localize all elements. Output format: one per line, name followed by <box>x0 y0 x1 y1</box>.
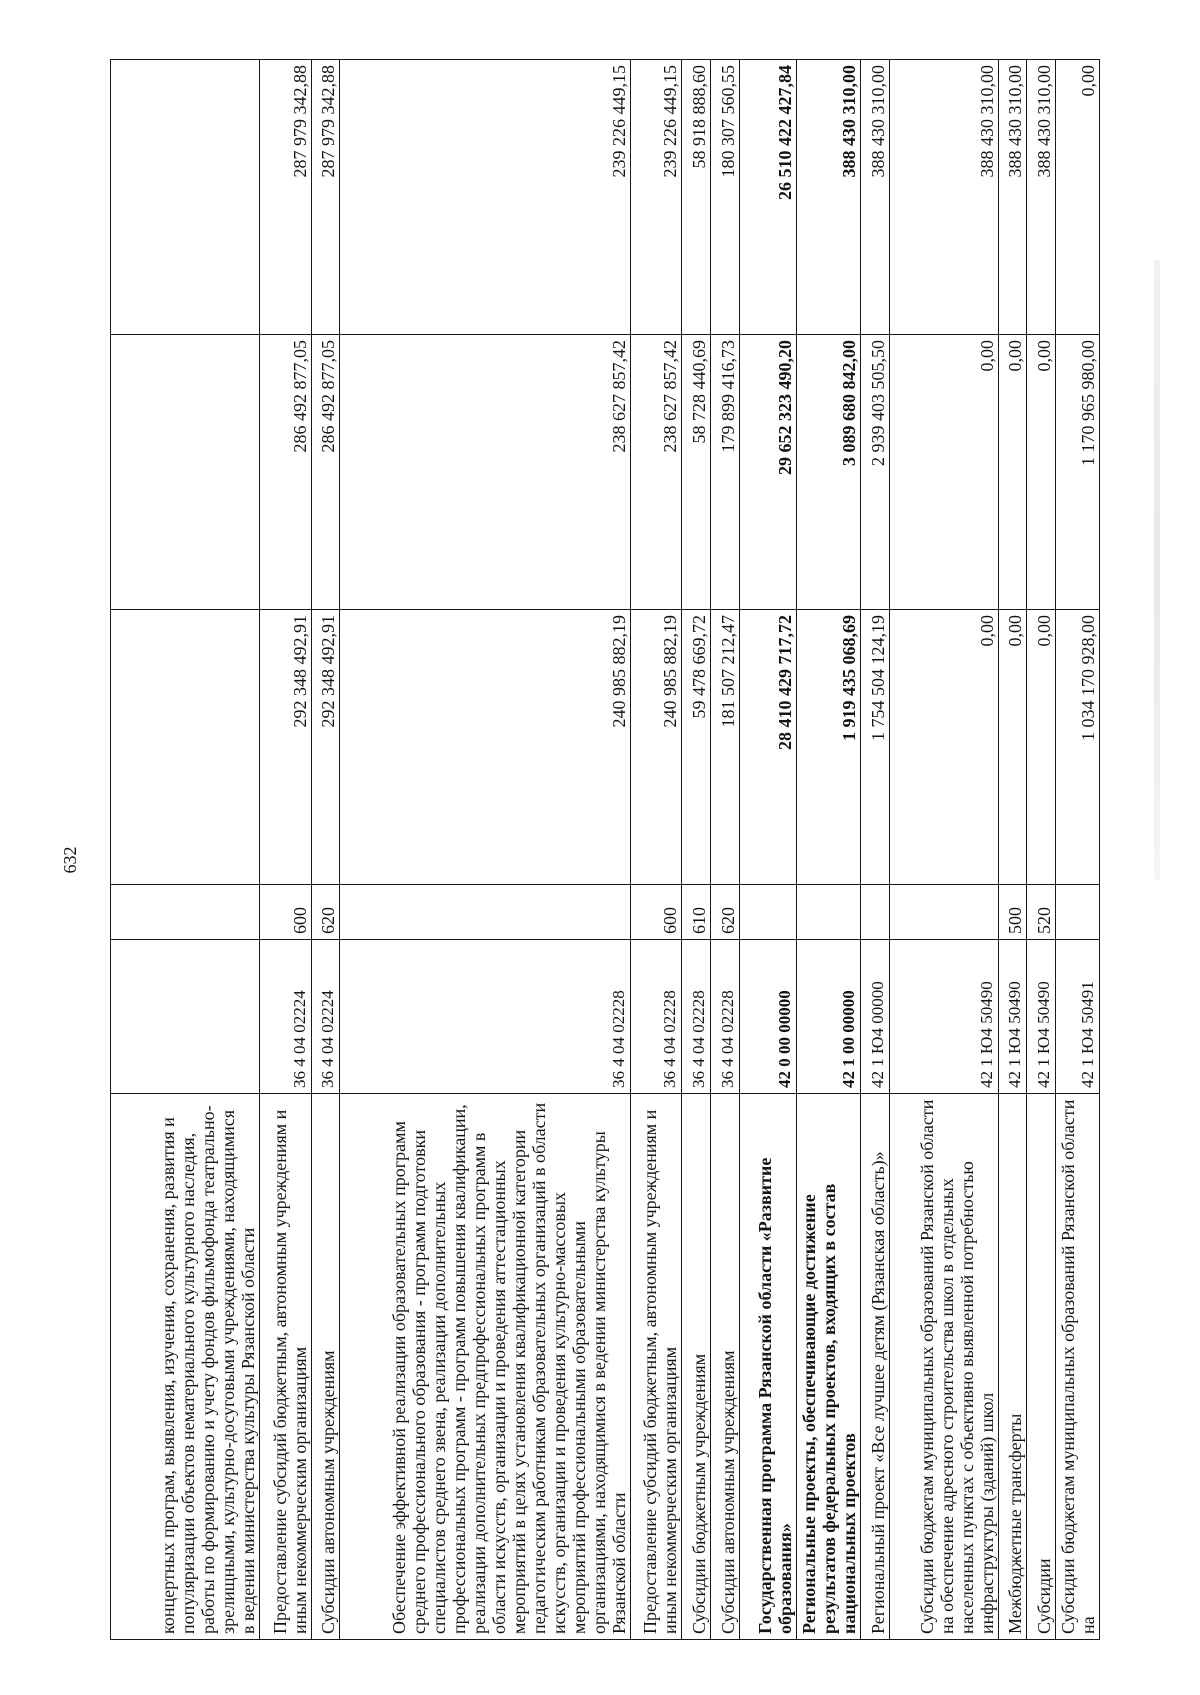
row-code-cell: 36 4 04 02224 <box>260 940 311 1094</box>
row-code-cell: 42 1 Ю4 50490 <box>998 940 1027 1094</box>
table-row <box>682 60 711 1640</box>
row-code-cell: 42 1 Ю4 50490 <box>890 940 999 1094</box>
row-code-cell: 42 1 Ю4 50490 <box>1027 940 1056 1094</box>
row-name-cell: концертных програм, выявления, изучения, сохранения, развития и популяризации объектов нематериального культурного наследия, работы по формированию и учету фондов фильмофонда театрально-зрелищными, культурно-досуговыми учреждениями, находящимися в ведении министерства культуры Рязанской области <box>111 1094 260 1640</box>
row-amount-3-cell: 388 430 310,00 <box>796 60 861 335</box>
row-vr-cell: 500 <box>998 885 1027 940</box>
table-row <box>890 60 999 1640</box>
row-amount-2-cell: 3 089 680 842,00 <box>796 335 861 610</box>
table-row <box>1027 60 1056 1640</box>
row-amount-1-cell: 1 754 504 124,19 <box>861 610 890 885</box>
row-amount-2-cell: 238 627 857,42 <box>340 335 631 610</box>
row-vr-cell <box>796 885 861 940</box>
row-vr-cell <box>1055 885 1099 940</box>
row-amount-1-cell: 240 985 882,19 <box>340 610 631 885</box>
row-amount-2-cell: 286 492 877,05 <box>311 335 340 610</box>
row-vr-cell <box>739 885 796 940</box>
row-code-cell: 42 0 00 00000 <box>739 940 796 1094</box>
row-vr-cell: 610 <box>682 885 711 940</box>
row-amount-3-cell: 388 430 310,00 <box>890 60 999 335</box>
row-amount-2-cell: 0,00 <box>1027 335 1056 610</box>
table-row <box>739 60 796 1640</box>
row-amount-3-cell: 287 979 342,88 <box>260 60 311 335</box>
row-vr-cell: 620 <box>710 885 739 940</box>
row-vr-cell: 600 <box>631 885 682 940</box>
row-vr-cell <box>890 885 999 940</box>
row-amount-3-cell <box>111 60 260 335</box>
row-code-cell: 42 1 00 00000 <box>796 940 861 1094</box>
row-amount-3-cell: 388 430 310,00 <box>998 60 1027 335</box>
row-amount-2-cell: 2 939 403 505,50 <box>861 335 890 610</box>
row-amount-1-cell: 181 507 212,47 <box>710 610 739 885</box>
row-name-cell: Субсидии бюджетным учреждениям <box>682 1094 711 1640</box>
row-amount-2-cell: 1 170 965 980,00 <box>1055 335 1099 610</box>
row-amount-2-cell: 58 728 440,69 <box>682 335 711 610</box>
budget-table-sheet <box>110 60 1100 1640</box>
row-name-cell: Субсидии бюджетам муниципальных образований Рязанской области на обеспечение адресного строительства школ в отдельных населенных пунктах с объективно выявленной потребностью инфраструктуры (зданий) школ <box>890 1094 999 1640</box>
row-amount-2-cell: 0,00 <box>890 335 999 610</box>
row-amount-3-cell: 388 430 310,00 <box>1027 60 1056 335</box>
table-row <box>340 60 631 1640</box>
row-code-cell: 42 1 Ю4 00000 <box>861 940 890 1094</box>
row-name-cell: Субсидии <box>1027 1094 1056 1640</box>
row-amount-1-cell: 1 919 435 068,69 <box>796 610 861 885</box>
row-amount-3-cell: 239 226 449,15 <box>631 60 682 335</box>
row-name-cell: Государственная программа Рязанской области «Развитие образования» <box>739 1094 796 1640</box>
row-amount-1-cell: 28 410 429 717,72 <box>739 610 796 885</box>
row-amount-3-cell: 239 226 449,15 <box>340 60 631 335</box>
table-row <box>260 60 311 1640</box>
row-code-cell: 36 4 04 02228 <box>710 940 739 1094</box>
row-name-cell: Региональные проекты, обеспечивающие достижение результатов федеральных проектов, входящих в состав национальных проектов <box>796 1094 861 1640</box>
table-row <box>710 60 739 1640</box>
row-code-cell: 42 1 Ю4 50491 <box>1055 940 1099 1094</box>
row-vr-cell: 600 <box>260 885 311 940</box>
page-number: 632 <box>60 846 80 874</box>
row-amount-2-cell: 286 492 877,05 <box>260 335 311 610</box>
row-name-cell: Субсидии автономным учреждениям <box>710 1094 739 1640</box>
row-amount-1-cell: 0,00 <box>1027 610 1056 885</box>
row-amount-1-cell: 292 348 492,91 <box>311 610 340 885</box>
budget-table <box>110 59 1100 1640</box>
row-amount-3-cell: 58 918 888,60 <box>682 60 711 335</box>
row-amount-2-cell: 238 627 857,42 <box>631 335 682 610</box>
row-amount-1-cell: 292 348 492,91 <box>260 610 311 885</box>
row-amount-1-cell: 0,00 <box>890 610 999 885</box>
table-row <box>1055 60 1099 1640</box>
row-amount-1-cell: 59 478 669,72 <box>682 610 711 885</box>
row-amount-1-cell <box>111 610 260 885</box>
row-vr-cell <box>861 885 890 940</box>
row-name-cell: Субсидии автономным учреждениям <box>311 1094 340 1640</box>
row-amount-2-cell: 0,00 <box>998 335 1027 610</box>
table-row <box>111 60 260 1640</box>
table-row <box>861 60 890 1640</box>
row-vr-cell: 620 <box>311 885 340 940</box>
row-code-cell: 36 4 04 02224 <box>311 940 340 1094</box>
row-amount-1-cell: 0,00 <box>998 610 1027 885</box>
row-code-cell <box>111 940 260 1094</box>
table-row <box>796 60 861 1640</box>
table-row <box>311 60 340 1640</box>
row-vr-cell: 520 <box>1027 885 1056 940</box>
row-name-cell: Субсидии бюджетам муниципальных образований Рязанской области на <box>1055 1094 1099 1640</box>
row-amount-3-cell: 0,00 <box>1055 60 1099 335</box>
row-amount-3-cell: 180 307 560,55 <box>710 60 739 335</box>
row-vr-cell <box>111 885 260 940</box>
row-name-cell: Обеспечение эффективной реализации образовательных программ среднего профессионального образования - программ подготовки специалистов среднего звена, реализации дополнительных профессиональных программ - программ повышения квалификации, реализации дополнительных предпрофессиональных программ в области искусств, организации и проведения аттестационных мероприятий в целях установления квалификационной категории педагогическим работникам образовательных организаций в области искусств, организации и проведения культурно-массовых мероприятий профессиональными образовательными организациями, находящимися в ведении министерства культуры Рязанской области <box>340 1094 631 1640</box>
row-code-cell: 36 4 04 02228 <box>631 940 682 1094</box>
row-vr-cell <box>340 885 631 940</box>
row-amount-1-cell: 240 985 882,19 <box>631 610 682 885</box>
row-amount-3-cell: 26 510 422 427,84 <box>739 60 796 335</box>
row-amount-2-cell: 29 652 323 490,20 <box>739 335 796 610</box>
row-amount-3-cell: 388 430 310,00 <box>861 60 890 335</box>
row-amount-1-cell: 1 034 170 928,00 <box>1055 610 1099 885</box>
scan-edge-artifact <box>1154 260 1160 880</box>
table-row <box>998 60 1027 1640</box>
row-name-cell: Межбюджетные трансферты <box>998 1094 1027 1640</box>
row-amount-2-cell <box>111 335 260 610</box>
row-amount-3-cell: 287 979 342,88 <box>311 60 340 335</box>
row-name-cell: Предоставление субсидий бюджетным, автономным учреждениям и иным некоммерческим организациям <box>260 1094 311 1640</box>
row-amount-2-cell: 179 899 416,73 <box>710 335 739 610</box>
row-name-cell: Региональный проект «Все лучшее детям (Рязанская область)» <box>861 1094 890 1640</box>
table-row <box>631 60 682 1640</box>
row-name-cell: Предоставление субсидий бюджетным, автономным учреждениям и иным некоммерческим организациям <box>631 1094 682 1640</box>
row-code-cell: 36 4 04 02228 <box>340 940 631 1094</box>
row-code-cell: 36 4 04 02228 <box>682 940 711 1094</box>
